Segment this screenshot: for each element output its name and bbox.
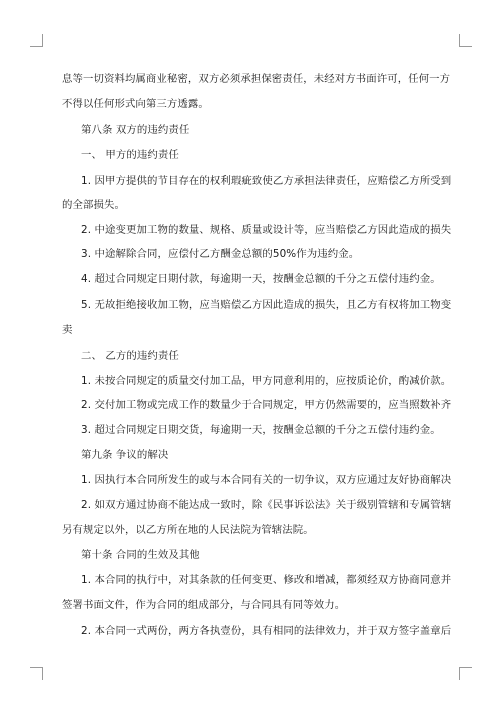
text-line: 卖 [62, 324, 73, 336]
clause-item: 2. 本合同一式两份，两方各执壹份，具有相同的法律效力，并于双方签字盖章后 [81, 625, 452, 637]
clause-item: 2. 中途变更加工物的数量、规格、质量或设计等，应当赔偿乙方因此造成的损失 [81, 224, 452, 236]
text-line: 的全部损失。 [62, 199, 125, 211]
clause-item: 2. 如双方通过协商不能达成一致时，除《民事诉讼法》关于级别管辖和专属管辖 [81, 499, 452, 511]
clause-item: 3. 中途解除合同，应偿付乙方酬金总额的50%作为违约金。 [81, 248, 360, 260]
clause-item: 1. 本合同的执行中，对其条款的任何变更、修改和增减，都须经双方协商同意并 [81, 574, 452, 586]
section-heading: 第十条 合同的生效及其他 [81, 549, 200, 561]
text-line: 另有规定以外，以乙方所在地的人民法院为管辖法院。 [62, 524, 314, 536]
section-heading: 第八条 双方的违约责任 [81, 124, 190, 136]
clause-item: 5. 无故拒绝接收加工物，应当赔偿乙方因此造成的损失，且乙方有权将加工物变 [81, 299, 452, 311]
section-heading: 第九条 争议的解决 [81, 449, 169, 461]
text-line: 息等一切资料均属商业秘密，双方必须承担保密责任，未经对方书面许可，任何一方 [62, 73, 451, 85]
clause-item: 4. 超过合同规定日期付款，每逾期一天，按酬金总额的千分之五偿付违约金。 [81, 273, 441, 285]
subsection-heading: 二、 乙方的违约责任 [81, 350, 179, 362]
text-line: 不得以任何形式向第三方透露。 [62, 98, 209, 110]
clause-item: 1. 未按合同规定的质量交付加工品，甲方同意利用的，应按质论价，酌减价款。 [81, 375, 452, 387]
text-line: 签署书面文件，作为合同的组成部分，与合同具有同等效力。 [62, 599, 346, 611]
clause-item: 1. 因执行本合同所发生的或与本合同有关的一切争议，双方应通过友好协商解决 [81, 474, 452, 486]
clause-item: 1. 因甲方提供的节目存在的权利瑕疵致使乙方承担法律责任，应赔偿乙方所受到 [81, 175, 452, 187]
clause-item: 2. 交付加工物或完成工作的数量少于合同规定，甲方仍然需要的，应当照数补齐 [81, 399, 452, 411]
clause-item: 3. 超过合同规定日期交货，每逾期一天，按酬金总额的千分之五偿付违约金。 [81, 424, 441, 436]
subsection-heading: 一、 甲方的违约责任 [81, 149, 179, 161]
